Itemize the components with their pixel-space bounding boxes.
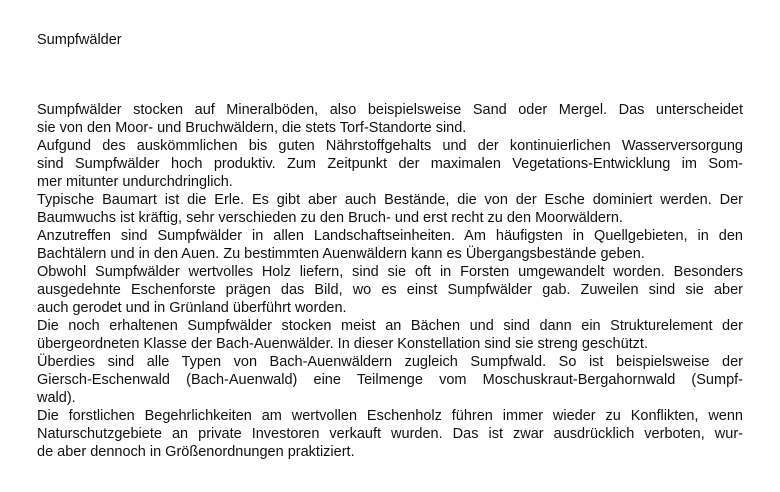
- body-line: de aber dennoch in Größenordnungen praktiziert.: [37, 444, 355, 460]
- body-line: Naturschutzgebiete an private Investoren verkauft wurden. Das ist zwar ausdrücklich verboten, wur-: [37, 426, 743, 442]
- document-title: Sumpfwälder: [37, 32, 122, 48]
- body-line: Giersch-Eschenwald (Bach-Auenwald) eine Teilmenge vom Moschuskraut-Bergahornwald (Sumpf-: [37, 372, 743, 388]
- document-body: [37, 101, 743, 461]
- body-line: übergeordneten Klasse der Bach-Auenwälder. In dieser Konstellation sind sie streng geschützt.: [37, 336, 648, 352]
- body-line: Typische Baumart ist die Erle. Es gibt aber auch Bestände, die von der Esche dominiert werden. Der: [37, 192, 743, 208]
- body-line: Überdies sind alle Typen von Bach-Auenwäldern zugleich Sumpfwald. So ist beispielsweise der: [37, 354, 743, 370]
- body-line: Sumpfwälder stocken auf Mineralböden, also beispielsweise Sand oder Mergel. Das unterscheidet: [37, 102, 743, 118]
- body-line: Obwohl Sumpfwälder wertvolles Holz liefern, sind sie oft in Forsten umgewandelt worden. Besonders: [37, 264, 743, 280]
- body-line: Baumwuchs ist kräftig, sehr verschieden zu den Bruch- und erst recht zu den Moorwäldern.: [37, 210, 623, 226]
- body-line: sie von den Moor- und Bruchwäldern, die stets Torf-Standorte sind.: [37, 120, 467, 136]
- body-line: auch gerodet und in Grünland überführt worden.: [37, 300, 347, 316]
- body-line: Bachtälern und in den Auen. Zu bestimmten Auenwäldern kann es Übergangsbestände geben.: [37, 246, 645, 262]
- body-line: Die forstlichen Begehrlichkeiten am wertvollen Eschenholz führen immer wieder zu Konflikten, wenn: [37, 408, 743, 424]
- body-line: Die noch erhaltenen Sumpfwälder stocken meist an Bächen und sind dann ein Strukturelement der: [37, 318, 743, 334]
- body-line: Aufgund des auskömmlichen bis guten Nährstoffgehalts und der kontinuierlichen Wasserversorgung: [37, 138, 743, 154]
- body-line: ausgedehnte Eschenforste prägen das Bild, wo es einst Sumpfwälder gab. Zuweilen sind sie aber: [37, 282, 743, 298]
- body-line: mer mitunter undurchdringlich.: [37, 174, 233, 190]
- body-line: sind Sumpfwälder hoch produktiv. Zum Zeitpunkt der maximalen Vegetations-Entwicklung im Som-: [37, 156, 743, 172]
- body-line: wald).: [37, 390, 76, 406]
- body-line: Anzutreffen sind Sumpfwälder in allen Landschaftseinheiten. Am häufigsten in Quellgebieten, in den: [37, 228, 743, 244]
